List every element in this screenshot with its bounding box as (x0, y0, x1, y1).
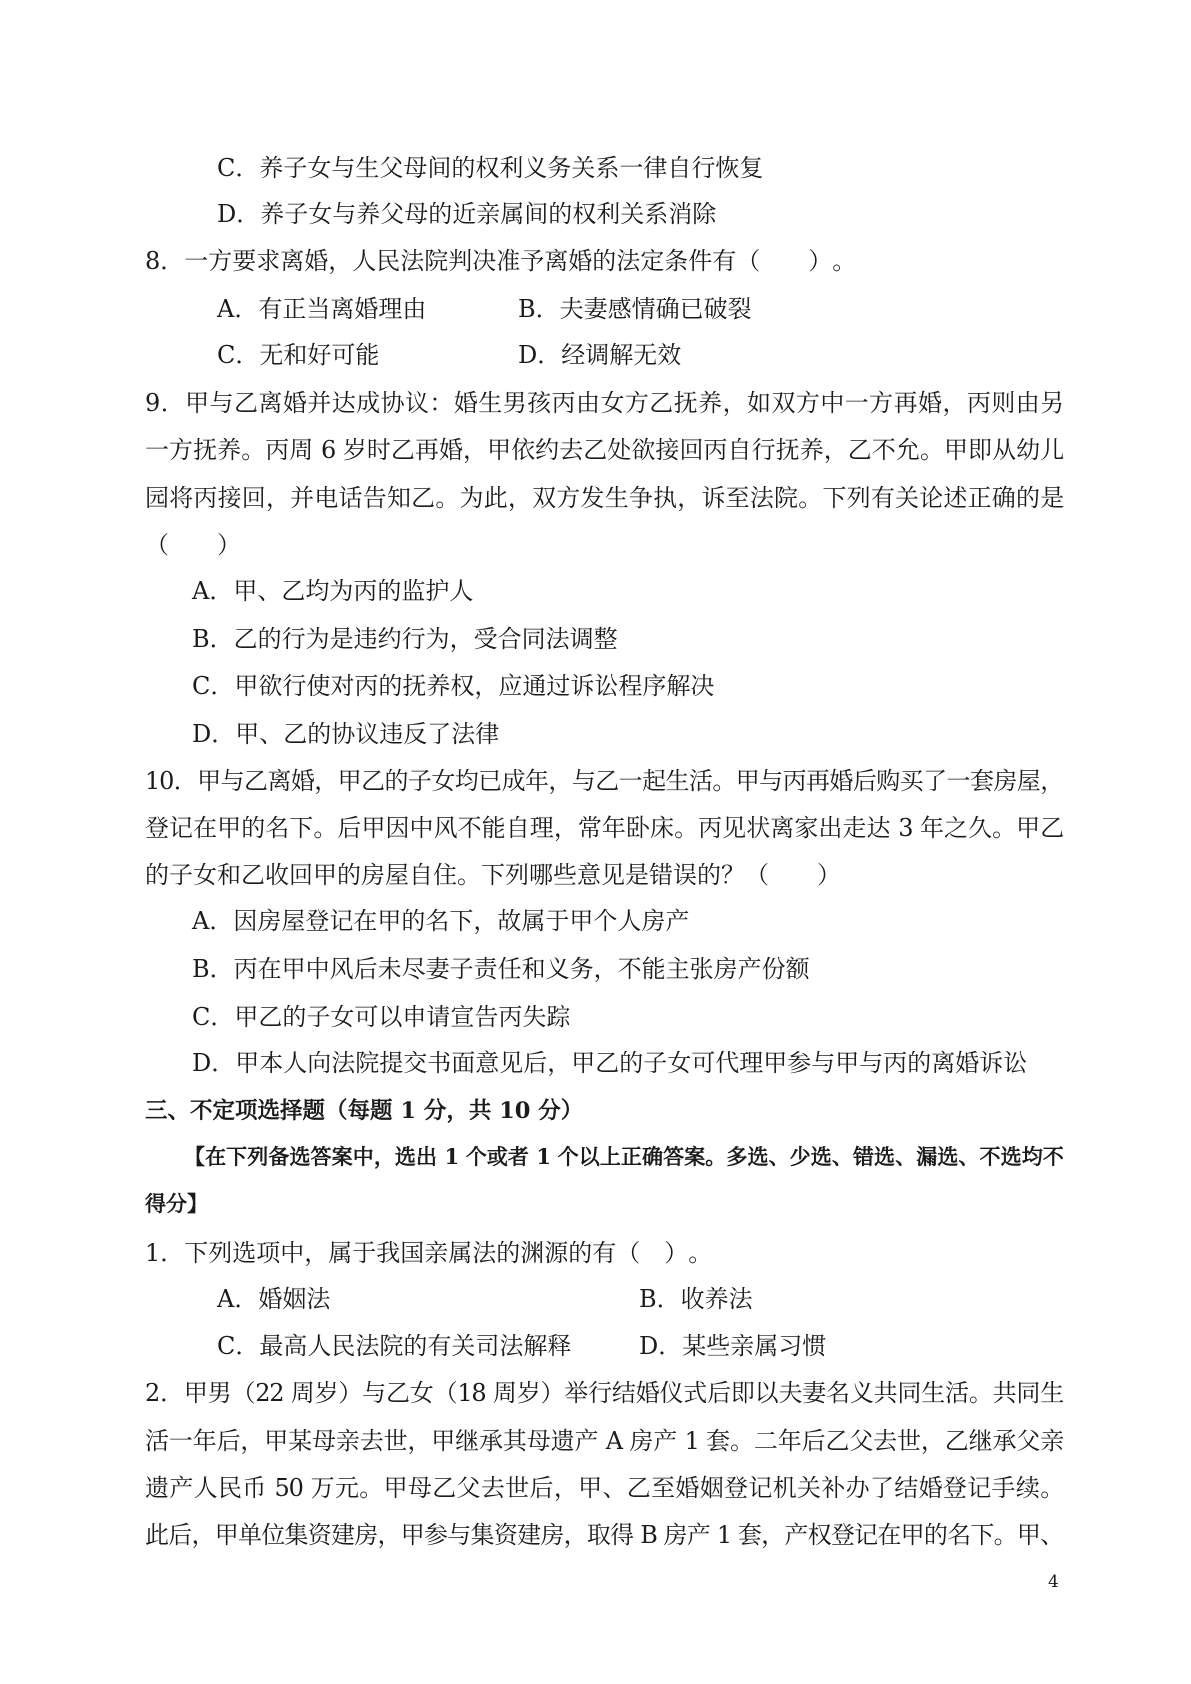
option-d: D．甲、乙的协议违反了法律 (192, 720, 500, 748)
option-d: D．经调解无效 (518, 341, 682, 369)
question-stem-line: 10．甲与乙离婚，甲乙的子女均已成年，与乙一起生活。甲与丙再婚后购买了一套房屋， (145, 767, 1063, 795)
question-stem-line: 园将丙接回，并电话告知乙。为此，双方发生争执，诉至法院。下列有关论述正确的是 (145, 484, 1063, 512)
option-a: A．有正当离婚理由 (217, 295, 427, 323)
question-stem-line: 一方抚养。丙周 6 岁时乙再婚，甲依约去乙处欲接回丙自行抚养，乙不允。甲即从幼儿 (145, 436, 1063, 464)
option-c: C．甲乙的子女可以申请宣告丙失踪 (192, 1003, 571, 1031)
page-number: 4 (1048, 1572, 1059, 1592)
option-b: B．乙的行为是违约行为，受合同法调整 (192, 625, 618, 653)
question-stem-line: 登记在甲的名下。后甲因中风不能自理，常年卧床。丙见状离家出走达 3 年之久。甲乙 (145, 814, 1063, 842)
question-stem-line: 1．下列选项中，属于我国亲属法的渊源的有（ ）。 (145, 1239, 713, 1267)
option-c: C．养子女与生父母间的权利义务关系一律自行恢复 (217, 154, 764, 182)
question-stem-line: 此后，甲单位集资建房，甲参与集资建房，取得 B 房产 1 套，产权登记在甲的名下。甲、 (145, 1521, 1063, 1549)
question-stem-line: 活一年后，甲某母亲去世，甲继承其母遗产 A 房产 1 套。二年后乙父去世，乙继承父亲 (145, 1427, 1063, 1455)
option-c: C．最高人民法院的有关司法解释 (217, 1332, 572, 1360)
option-b: B．收养法 (639, 1285, 753, 1313)
answer-blank: （ ） (145, 531, 241, 559)
question-stem-line: 的子女和乙收回甲的房屋自住。下列哪些意见是错误的？（ ） (145, 861, 841, 889)
option-c: C．甲欲行使对丙的抚养权，应通过诉讼程序解决 (192, 672, 715, 700)
option-a: A．婚姻法 (217, 1285, 331, 1313)
option-d: D．某些亲属习惯 (639, 1332, 827, 1360)
section-instructions: 【在下列备选答案中，选出 1 个或者 1 个以上正确答案。多选、少选、错选、漏选、不选均不 (184, 1144, 1063, 1169)
question-stem-line: 9．甲与乙离婚并达成协议：婚生男孩丙由女方乙抚养，如双方中一方再婚，丙则由另 (145, 389, 1063, 417)
option-a: A．甲、乙均为丙的监护人 (192, 577, 474, 605)
question-stem-line: 2．甲男（22 周岁）与乙女（18 周岁）举行结婚仪式后即以夫妻名义共同生活。共同生 (145, 1379, 1063, 1407)
option-d: D．养子女与养父母的近亲属间的权利关系消除 (217, 200, 717, 228)
section-heading: 三、不定项选择题（每题 1 分，共 10 分） (145, 1098, 584, 1124)
question-stem-line: 8．一方要求离婚，人民法院判决准予离婚的法定条件有（ ）。 (145, 247, 857, 275)
option-d: D．甲本人向法院提交书面意见后，甲乙的子女可代理甲参与甲与丙的离婚诉讼 (192, 1049, 1028, 1077)
option-b: B．夫妻感情确已破裂 (518, 295, 752, 323)
question-stem-line: 遗产人民币 50 万元。甲母乙父去世后，甲、乙至婚姻登记机关补办了结婚登记手续。 (145, 1474, 1063, 1502)
option-a: A．因房屋登记在甲的名下，故属于甲个人房产 (192, 907, 690, 935)
section-instructions: 得分】 (145, 1191, 208, 1216)
option-c: C．无和好可能 (217, 341, 380, 369)
option-b: B．丙在甲中风后未尽妻子责任和义务，不能主张房产份额 (192, 955, 810, 983)
